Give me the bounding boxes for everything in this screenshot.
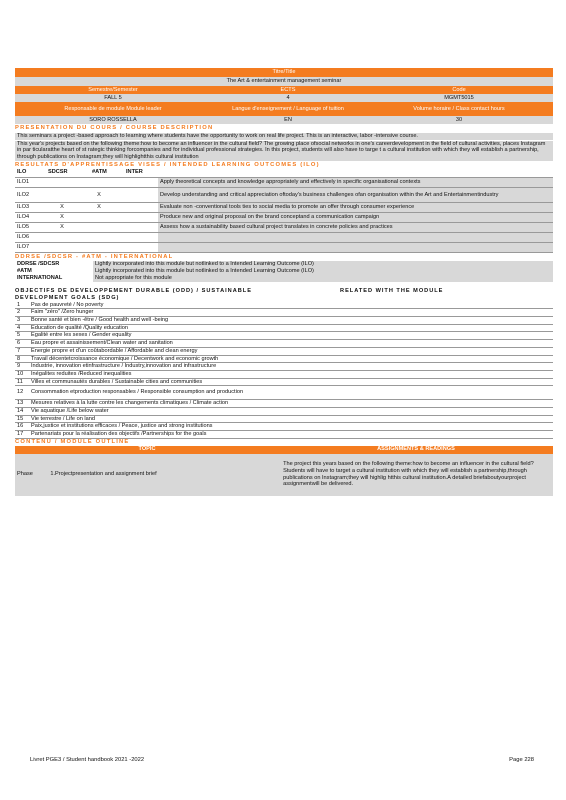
sdg-row (15, 386, 553, 400)
outline-header (15, 446, 553, 454)
ilo-atm-mark: X (97, 204, 101, 211)
course-sheet (15, 68, 553, 496)
sdg-text: Travail décentetcroissance économique / Decentwork and economic growth (31, 355, 219, 362)
sdg-row (15, 415, 553, 423)
course-meta-values (15, 94, 553, 102)
sdg-related (323, 386, 553, 400)
legend-text: Lightly incorporated into this module but notlinked to a Intended Learning Outcome (ILO) (93, 268, 553, 275)
semester-value: FALL 5 (104, 94, 122, 101)
language-value: EN (284, 116, 292, 123)
sdg-row (15, 355, 553, 363)
ilo-atm-mark: X (97, 191, 101, 198)
footer-handbook: Livret PGE3 / Student handbook 2021 -2022 (30, 757, 145, 763)
ilo-id: ILO5 (17, 224, 30, 231)
ilo-sdcsr-mark: X (60, 204, 64, 211)
sdg-text: Faim "zéro" /Zero hunger (31, 309, 94, 316)
sdg-number: 6 (17, 340, 21, 347)
legend-text: Not appropriate for this module (93, 275, 553, 282)
outcomes-table (15, 178, 553, 254)
sdg-related (323, 431, 553, 439)
sdg-text: Bonne santé et bien -être / Good health and well -being (31, 316, 169, 323)
ilo-id: ILO3 (17, 204, 30, 211)
sdg-text: Energie propre et d'un coûtabordable / Affordable and clean energy (31, 347, 198, 354)
course-info-values (15, 116, 553, 124)
sdg-related (323, 332, 553, 340)
sdg-row (15, 340, 553, 348)
ilo-text (158, 233, 553, 243)
sdg-number: 3 (17, 316, 21, 323)
ilo-sdcsr-mark: X (60, 214, 64, 221)
ilo-text: Produce new and original proposal on the brand conceptand a communication campaign (158, 213, 553, 223)
ilo-inter-mark (116, 223, 158, 233)
sdg-related (323, 340, 553, 348)
col-ilo: ILO (17, 169, 27, 176)
ilo-sdcsr-mark (42, 243, 82, 253)
ilo-id: ILO6 (17, 234, 30, 241)
col-inter: INTER (126, 169, 143, 176)
sdg-number: 2 (17, 309, 21, 316)
sdg-related (323, 378, 553, 386)
ilo-inter-mark (116, 203, 158, 213)
sdg-text: Eau propre et assainissement/Clean water and sanitation (31, 340, 173, 347)
sdg-text: Consommation etproduction responsables / Responsible consumption and production (31, 389, 244, 396)
ilo-id: ILO2 (17, 191, 30, 198)
ilo-id: ILO4 (17, 214, 30, 221)
legend-label: #ATM (17, 268, 32, 275)
ilo-inter-mark (116, 233, 158, 243)
outline-phase: Phase (17, 471, 33, 478)
sdg-row (15, 431, 553, 439)
ilo-id: ILO1 (17, 179, 30, 186)
sdg-number: 11 (17, 378, 23, 385)
sdg-number: 9 (17, 363, 21, 370)
sdg-related (323, 415, 553, 423)
page-footer (30, 757, 534, 764)
ilo-text: Apply theoretical concepts and knowledge appropriately and effectively in specific organisational contexts (158, 178, 553, 188)
course-title: The Art & entertainment management seminar (15, 77, 553, 86)
col-sdcsr: SDCSR (48, 169, 68, 176)
ilo-sdcsr-mark (42, 233, 82, 243)
legend-row (15, 268, 553, 275)
sdg-text: Vie aquatique /Life below water (31, 408, 109, 415)
ilo-inter-mark (116, 188, 158, 203)
title-label: Titre/Title (15, 68, 553, 77)
sdg-row (15, 316, 553, 324)
outline-heading: CONTENU / MODULE OUTLINE (15, 438, 130, 445)
sdg-row (15, 378, 553, 386)
sdg-number: 5 (17, 332, 21, 339)
outcomes-header-row (15, 169, 553, 178)
sdg-text: Inégalites reduites /Reduced inequalities (31, 370, 132, 377)
sdg-number: 8 (17, 355, 21, 362)
sdg-related (323, 347, 553, 355)
sdg-text: Education de qualité /Quality education (31, 324, 129, 331)
legend-label: DDRSE /SDCSR (17, 261, 60, 268)
language-label: Langue d'enseignement / Language of tuition (232, 105, 344, 112)
sdg-row (15, 370, 553, 378)
legend-row (15, 275, 553, 282)
ilo-inter-mark (116, 243, 158, 253)
code-label: Code (452, 86, 466, 93)
sdg-number: 13 (17, 400, 24, 407)
sdg-row (15, 324, 553, 332)
ilo-inter-mark (116, 213, 158, 223)
sdg-number: 12 (17, 389, 24, 396)
code-value: MGMT5015 (444, 94, 474, 101)
sdg-related (323, 400, 553, 408)
sdg-number: 14 (17, 408, 24, 415)
ilo-row (15, 223, 553, 233)
sdg-table (15, 302, 553, 439)
sdg-row (15, 332, 553, 340)
sdg-text: Villes et communautés durables / Sustainable cities and communities (31, 378, 203, 385)
sdg-related (323, 316, 553, 324)
sdg-row (15, 363, 553, 371)
ilo-atm-mark (82, 233, 116, 243)
ects-label: ECTS (280, 86, 296, 93)
presentation-heading: PRESENTATION DU COURS / COURSE DESCRIPTION (15, 125, 214, 131)
sdg-related (323, 363, 553, 371)
sdg-number: 10 (17, 370, 24, 377)
sdg-text: Mesures relatives à la lutte contre les changements climatiques / Climate action (31, 400, 229, 407)
sdg-related (323, 324, 553, 332)
col-atm: #ATM (92, 169, 107, 176)
responsible-label: Responsable de module Module leader (64, 105, 162, 112)
course-info-header (15, 102, 553, 116)
ilo-atm-mark (82, 223, 116, 233)
ilo-atm-mark (82, 243, 116, 253)
sdg-row (15, 302, 553, 309)
sdg-row (15, 423, 553, 431)
sdg-related (323, 423, 553, 431)
sdg-row (15, 408, 553, 416)
ilo-row (15, 188, 553, 203)
sdg-related-label: RELATED WITH THE MODULE (340, 288, 444, 295)
ilo-row (15, 178, 553, 188)
ilo-text: Develop understanding and critical appreciation oftoday's business challenges ofan organisation within the Art and Entertainmentindustry (158, 188, 553, 203)
legend-text: Lightly incorporated into this module but notlinked to a Intended Learning Outcome (ILO) (93, 261, 553, 268)
sdg-text: Pas de pauvreté / No poverty (31, 301, 104, 308)
ilo-id: ILO7 (17, 244, 30, 251)
sdg-number: 7 (17, 347, 21, 354)
ilo-sdcsr-mark (42, 188, 82, 203)
legend-table (15, 261, 553, 282)
sdg-text: Paix,justice et institutions efficaces / Peace, justice and strong institutions (31, 423, 213, 430)
sdg-header (15, 288, 553, 301)
presentation-paragraph-1: This seminars a project -based approach to learning where students have the opportunity to work on real life project. This is an interactive, labor -intensive course. (15, 133, 553, 140)
leader-value: SORO ROSSELLA (89, 116, 137, 123)
outline-row (15, 454, 553, 496)
sdg-number: 4 (17, 324, 21, 331)
ilo-sdcsr-mark (42, 178, 82, 188)
legend-heading: DDRSE /SDCSR - #ATM - INTERNATIONAL (15, 254, 174, 261)
ilo-row (15, 243, 553, 253)
footer-page-number: Page 228 (509, 757, 534, 763)
sdg-related (323, 302, 553, 309)
sdg-related (323, 355, 553, 363)
semester-label: Semestre/Semester (88, 86, 138, 93)
outline-assignment: The project this years based on the following theme:how to become an influencer in the cultural field? Students will have to target a cultural institution with which they will establish a partnership,through publications on Instagram;they will highlig htthis cultural institution.A detailed briefaboutyourproject assignmentwill be delivered. (283, 461, 534, 488)
hours-value: 30 (455, 116, 463, 123)
outline-topic: 1.Projectpresentation and assignment brief (50, 471, 157, 478)
ilo-atm-mark (82, 178, 116, 188)
ilo-sdcsr-mark: X (60, 224, 64, 231)
outcomes-heading: RESULTATS D'APPRENTISSAGE VISES / INTENDED LEARNING OUTCOMES (ILO) (15, 161, 320, 168)
ilo-atm-mark (82, 213, 116, 223)
sdg-number: 1 (17, 301, 21, 308)
sdg-related (323, 309, 553, 317)
legend-label: INTERNATIONAL (17, 275, 63, 282)
ilo-text: Assess how a sustainability based cultural project translates in concrete policies and practices (158, 223, 553, 233)
ilo-row (15, 213, 553, 223)
sdg-related (323, 408, 553, 416)
sdg-number: 16 (17, 423, 24, 430)
sdg-text: Industrie, innovation etinfrastructure / Industry,innovation and infrastructure (31, 363, 217, 370)
col-assignments: ASSIGNMENTS & READINGS (377, 446, 455, 453)
sdg-number: 17 (17, 431, 24, 438)
sdg-row (15, 347, 553, 355)
hours-label: Volume horaire / Class contact hours (413, 105, 505, 112)
ilo-text: Evaluate non -conventional tools ties to social media to promote an offer through consumer experience (158, 203, 553, 213)
ects-value: 4 (286, 94, 290, 101)
legend-row (15, 261, 553, 268)
presentation-paragraph-2: This year's projects based on the following theme:how to become an influencer in the cultural field? The growing place ofsocial networks in one's careerdevelopment in the field of cultural activities, places Instagram in par ticularatthe heart of st rategic thinking forcompanies and for individual professional strategies. In this project, students will also have to targe t a cultural institution with which they will establish a partnership, through publications on Instagram;they will highlightthis cultural institution (15, 141, 553, 161)
ilo-inter-mark (116, 178, 158, 188)
sdg-text: Vie terrestre / Life on land (31, 415, 95, 422)
ilo-row (15, 203, 553, 213)
sdg-text: Partenariats pour la réalisation des objectifs /Partnerships for the goals (31, 431, 207, 438)
ilo-text (158, 243, 553, 253)
sdg-row (15, 309, 553, 317)
col-topic: TOPIC (138, 446, 156, 453)
sdg-related (323, 370, 553, 378)
ilo-row (15, 233, 553, 243)
sdg-row (15, 400, 553, 408)
course-meta-header (15, 86, 553, 94)
sdg-text: Egalité entre les sexes / Gender equality (31, 332, 132, 339)
sdg-heading: OBJECTIFS DE DEVELOPPEMENT DURABLE (ODD) / SUSTAINABLE DEVELOPMENT GOALS (SDG) (15, 288, 252, 301)
sdg-number: 15 (17, 415, 24, 422)
